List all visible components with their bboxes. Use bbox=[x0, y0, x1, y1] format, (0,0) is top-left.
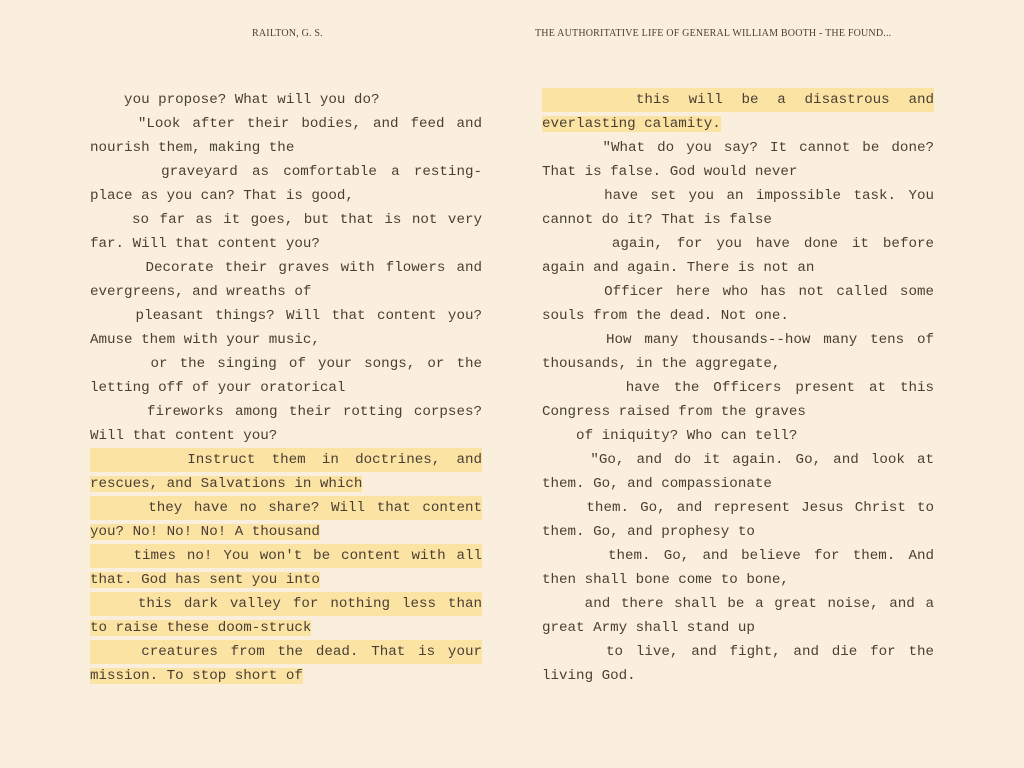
text-line bbox=[90, 136, 482, 160]
line-text: nourish them, making the bbox=[90, 140, 295, 156]
text-line bbox=[542, 352, 934, 376]
text-line bbox=[542, 232, 934, 256]
highlighted-text: mission. To stop short of bbox=[90, 668, 303, 684]
text-line bbox=[90, 544, 482, 568]
text-line bbox=[90, 208, 482, 232]
line-text: Will that content you? bbox=[90, 428, 278, 444]
highlighted-text: you? No! No! No! A thousand bbox=[90, 524, 320, 540]
text-line bbox=[90, 352, 482, 376]
highlighted-text: Instruct them in doctrines, and bbox=[90, 448, 482, 472]
line-text: of iniquity? Who can tell? bbox=[542, 428, 798, 444]
line-text: Congress raised from the graves bbox=[542, 404, 806, 420]
line-text: Decorate their graves with flowers and bbox=[90, 260, 482, 276]
text-line bbox=[90, 400, 482, 424]
line-text: again and again. There is not an bbox=[542, 260, 815, 276]
line-text: That is false. God would never bbox=[542, 164, 798, 180]
text-line bbox=[542, 472, 934, 496]
line-text: evergreens, and wreaths of bbox=[90, 284, 312, 300]
text-line bbox=[542, 184, 934, 208]
text-line bbox=[90, 328, 482, 352]
line-text: "Look after their bodies, and feed and bbox=[90, 116, 482, 132]
highlighted-text: that. God has sent you into bbox=[90, 572, 320, 588]
text-line bbox=[90, 640, 482, 664]
highlighted-text: they have no share? Will that content bbox=[90, 496, 482, 520]
text-line bbox=[542, 448, 934, 472]
text-line bbox=[90, 256, 482, 280]
text-line bbox=[542, 664, 934, 688]
text-line bbox=[90, 376, 482, 400]
line-text: "What do you say? It cannot be done? bbox=[542, 140, 934, 156]
line-text: pleasant things? Will that content you? bbox=[90, 308, 482, 324]
text-line bbox=[542, 376, 934, 400]
line-text: so far as it goes, but that is not very bbox=[90, 212, 482, 228]
line-text: living God. bbox=[542, 668, 636, 684]
line-text: far. Will that content you? bbox=[90, 236, 320, 252]
text-line bbox=[542, 496, 934, 520]
line-text: "Go, and do it again. Go, and look at bbox=[542, 452, 934, 468]
text-line bbox=[542, 616, 934, 640]
text-line bbox=[542, 160, 934, 184]
text-line bbox=[542, 328, 934, 352]
text-line bbox=[90, 160, 482, 184]
line-text: Officer here who has not called some bbox=[542, 284, 934, 300]
line-text: again, for you have done it before bbox=[542, 236, 934, 252]
line-text: fireworks among their rotting corpses? bbox=[90, 404, 482, 420]
text-line bbox=[90, 112, 482, 136]
highlighted-text: times no! You won't be content with all bbox=[90, 544, 482, 568]
line-text: to live, and fight, and die for the bbox=[542, 644, 934, 660]
running-header-author: RAILTON, G. S. bbox=[252, 28, 323, 39]
highlighted-text: rescues, and Salvations in which bbox=[90, 476, 363, 492]
text-line bbox=[90, 280, 482, 304]
text-line bbox=[542, 400, 934, 424]
line-text: and there shall be a great noise, and a bbox=[542, 596, 934, 612]
text-line bbox=[90, 496, 482, 520]
text-line bbox=[90, 184, 482, 208]
text-line bbox=[542, 424, 934, 448]
highlighted-text: this dark valley for nothing less than bbox=[90, 592, 482, 616]
text-line bbox=[542, 520, 934, 544]
text-line bbox=[542, 592, 934, 616]
text-line bbox=[90, 472, 482, 496]
line-text: have the Officers present at this bbox=[542, 380, 934, 396]
line-text: them. Go, and represent Jesus Christ to bbox=[542, 500, 934, 516]
line-text: cannot do it? That is false bbox=[542, 212, 772, 228]
line-text: have set you an impossible task. You bbox=[542, 188, 934, 204]
line-text: then shall bone come to bone, bbox=[542, 572, 789, 588]
line-text: thousands, in the aggregate, bbox=[542, 356, 781, 372]
line-text: graveyard as comfortable a resting- bbox=[90, 164, 482, 180]
text-line bbox=[90, 232, 482, 256]
text-line bbox=[90, 88, 482, 112]
text-line bbox=[542, 136, 934, 160]
line-text: great Army shall stand up bbox=[542, 620, 755, 636]
left-page-text bbox=[90, 88, 482, 688]
line-text: How many thousands--how many tens of bbox=[542, 332, 934, 348]
line-text: souls from the dead. Not one. bbox=[542, 308, 789, 324]
text-line bbox=[90, 616, 482, 640]
line-text: them. Go, and believe for them. And bbox=[542, 548, 934, 564]
text-line bbox=[90, 568, 482, 592]
text-line bbox=[90, 448, 482, 472]
highlighted-text: this will be a disastrous and bbox=[542, 88, 934, 112]
text-line bbox=[542, 208, 934, 232]
text-line bbox=[542, 568, 934, 592]
text-line bbox=[90, 424, 482, 448]
highlighted-text: everlasting calamity. bbox=[542, 116, 721, 132]
text-line bbox=[542, 304, 934, 328]
line-text: them. Go, and compassionate bbox=[542, 476, 772, 492]
text-line bbox=[90, 592, 482, 616]
line-text: letting off of your oratorical bbox=[90, 380, 346, 396]
text-line bbox=[542, 112, 934, 136]
highlighted-text: creatures from the dead. That is your bbox=[90, 640, 482, 664]
running-header-title: THE AUTHORITATIVE LIFE OF GENERAL WILLIAM BOOTH - THE FOUND... bbox=[535, 28, 892, 39]
line-text: place as you can? That is good, bbox=[90, 188, 354, 204]
text-line bbox=[542, 88, 934, 112]
line-text: you propose? What will you do? bbox=[90, 92, 380, 108]
text-line bbox=[542, 256, 934, 280]
text-line bbox=[542, 640, 934, 664]
line-text: them. Go, and prophesy to bbox=[542, 524, 755, 540]
text-line bbox=[542, 280, 934, 304]
line-text: Amuse them with your music, bbox=[90, 332, 320, 348]
text-line bbox=[90, 664, 482, 688]
text-line bbox=[90, 304, 482, 328]
line-text: or the singing of your songs, or the bbox=[90, 356, 482, 372]
text-line bbox=[90, 520, 482, 544]
right-page-text bbox=[542, 88, 934, 688]
text-line bbox=[542, 544, 934, 568]
highlighted-text: to raise these doom-struck bbox=[90, 620, 312, 636]
